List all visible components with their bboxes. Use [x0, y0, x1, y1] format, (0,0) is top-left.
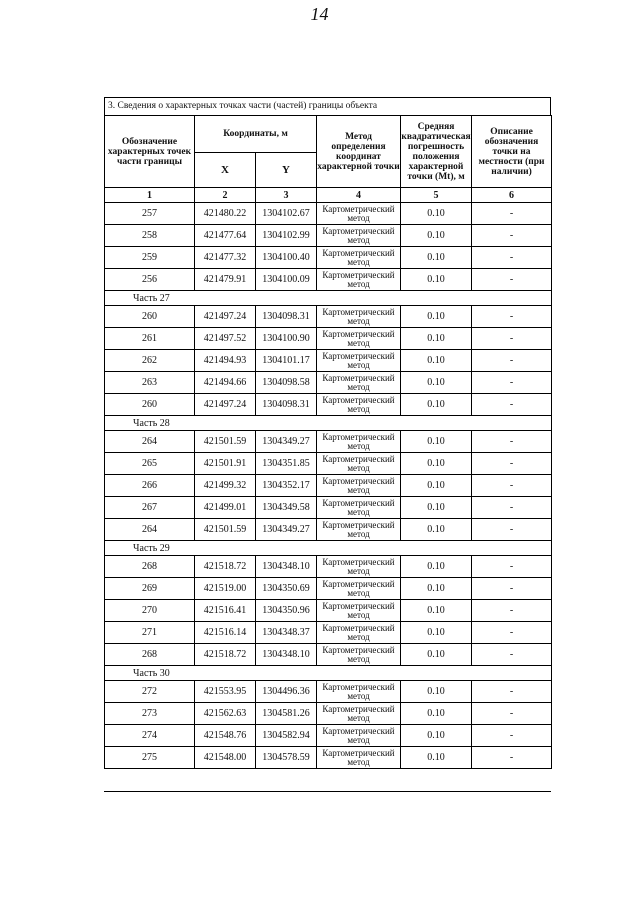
column-number: 1 [105, 188, 195, 203]
table-row [105, 225, 552, 247]
section-title: 3. Сведения о характерных точках части (частей) границы объекта [104, 97, 551, 115]
part-header-row [105, 666, 552, 681]
accuracy-cell: 0.10 [401, 453, 472, 475]
accuracy-cell: 0.10 [401, 497, 472, 519]
column-number: 2 [195, 188, 256, 203]
description-cell: - [472, 453, 552, 475]
column-number: 6 [472, 188, 552, 203]
accuracy-cell: 0.10 [401, 475, 472, 497]
table-row [105, 578, 552, 600]
table-row [105, 703, 552, 725]
accuracy-cell: 0.10 [401, 578, 472, 600]
method-cell: Картометрический метод [317, 306, 401, 328]
y-coordinate-cell: 1304102.67 [256, 203, 317, 225]
y-coordinate-cell: 1304352.17 [256, 475, 317, 497]
points-table [104, 115, 552, 769]
method-cell: Картометрический метод [317, 556, 401, 578]
method-cell: Картометрический метод [317, 431, 401, 453]
table-row [105, 725, 552, 747]
x-coordinate-cell: 421497.24 [195, 306, 256, 328]
point-id-cell: 269 [105, 578, 195, 600]
column-number: 4 [317, 188, 401, 203]
x-coordinate-cell: 421497.24 [195, 394, 256, 416]
table-row [105, 453, 552, 475]
y-coordinate-cell: 1304496.36 [256, 681, 317, 703]
table-row [105, 203, 552, 225]
table-row [105, 247, 552, 269]
point-id-cell: 268 [105, 556, 195, 578]
method-cell: Картометрический метод [317, 203, 401, 225]
y-coordinate-cell: 1304581.26 [256, 703, 317, 725]
accuracy-cell: 0.10 [401, 622, 472, 644]
point-id-cell: 260 [105, 394, 195, 416]
accuracy-cell: 0.10 [401, 328, 472, 350]
point-id-cell: 257 [105, 203, 195, 225]
y-coordinate-cell: 1304100.90 [256, 328, 317, 350]
table-row [105, 394, 552, 416]
point-id-cell: 275 [105, 747, 195, 769]
accuracy-cell: 0.10 [401, 747, 472, 769]
table-body [105, 203, 552, 769]
x-coordinate-cell: 421501.59 [195, 431, 256, 453]
method-cell: Картометрический метод [317, 475, 401, 497]
table-row [105, 556, 552, 578]
accuracy-cell: 0.10 [401, 269, 472, 291]
point-id-cell: 259 [105, 247, 195, 269]
x-coordinate-cell: 421477.32 [195, 247, 256, 269]
method-cell: Картометрический метод [317, 600, 401, 622]
table-row [105, 328, 552, 350]
description-cell: - [472, 747, 552, 769]
accuracy-cell: 0.10 [401, 644, 472, 666]
x-coordinate-cell: 421516.14 [195, 622, 256, 644]
part-header-row [105, 291, 552, 306]
header-method: Метод определения координат характерной точки [317, 116, 401, 188]
y-coordinate-cell: 1304350.96 [256, 600, 317, 622]
description-cell: - [472, 225, 552, 247]
y-coordinate-cell: 1304101.17 [256, 350, 317, 372]
method-cell: Картометрический метод [317, 622, 401, 644]
table-row [105, 306, 552, 328]
description-cell: - [472, 350, 552, 372]
y-coordinate-cell: 1304349.27 [256, 431, 317, 453]
point-id-cell: 260 [105, 306, 195, 328]
point-id-cell: 263 [105, 372, 195, 394]
method-cell: Картометрический метод [317, 747, 401, 769]
x-coordinate-cell: 421480.22 [195, 203, 256, 225]
point-id-cell: 262 [105, 350, 195, 372]
y-coordinate-cell: 1304102.99 [256, 225, 317, 247]
x-coordinate-cell: 421494.66 [195, 372, 256, 394]
x-coordinate-cell: 421479.91 [195, 269, 256, 291]
point-id-cell: 265 [105, 453, 195, 475]
column-number: 3 [256, 188, 317, 203]
description-cell: - [472, 394, 552, 416]
part-header-row [105, 541, 552, 556]
table-row [105, 600, 552, 622]
method-cell: Картометрический метод [317, 681, 401, 703]
description-cell: - [472, 556, 552, 578]
y-coordinate-cell: 1304582.94 [256, 725, 317, 747]
description-cell: - [472, 306, 552, 328]
accuracy-cell: 0.10 [401, 556, 472, 578]
description-cell: - [472, 622, 552, 644]
description-cell: - [472, 497, 552, 519]
description-cell: - [472, 578, 552, 600]
accuracy-cell: 0.10 [401, 225, 472, 247]
description-cell: - [472, 681, 552, 703]
method-cell: Картометрический метод [317, 453, 401, 475]
x-coordinate-cell: 421477.64 [195, 225, 256, 247]
description-cell: - [472, 247, 552, 269]
method-cell: Картометрический метод [317, 350, 401, 372]
part-label: Часть 30 [105, 666, 552, 681]
point-id-cell: 261 [105, 328, 195, 350]
method-cell: Картометрический метод [317, 497, 401, 519]
method-cell: Картометрический метод [317, 372, 401, 394]
point-id-cell: 256 [105, 269, 195, 291]
description-cell: - [472, 431, 552, 453]
description-cell: - [472, 475, 552, 497]
part-header-row [105, 416, 552, 431]
table-row [105, 519, 552, 541]
table-row [105, 475, 552, 497]
table-row [105, 747, 552, 769]
header-accuracy: Средняя квадратическая погрешность положения характерной точки (Mt), м [401, 116, 472, 188]
accuracy-cell: 0.10 [401, 394, 472, 416]
accuracy-cell: 0.10 [401, 681, 472, 703]
point-id-cell: 264 [105, 431, 195, 453]
method-cell: Картометрический метод [317, 225, 401, 247]
table-row [105, 681, 552, 703]
y-coordinate-cell: 1304100.40 [256, 247, 317, 269]
y-coordinate-cell: 1304351.85 [256, 453, 317, 475]
description-cell: - [472, 703, 552, 725]
x-coordinate-cell: 421553.95 [195, 681, 256, 703]
y-coordinate-cell: 1304578.59 [256, 747, 317, 769]
y-coordinate-cell: 1304348.10 [256, 644, 317, 666]
y-coordinate-cell: 1304100.09 [256, 269, 317, 291]
x-coordinate-cell: 421501.59 [195, 519, 256, 541]
method-cell: Картометрический метод [317, 519, 401, 541]
header-description: Описание обозначения точки на местности (при наличии) [472, 116, 552, 188]
accuracy-cell: 0.10 [401, 203, 472, 225]
point-id-cell: 264 [105, 519, 195, 541]
point-id-cell: 267 [105, 497, 195, 519]
table-row [105, 269, 552, 291]
table-row [105, 622, 552, 644]
header-y: Y [256, 153, 317, 188]
bottom-rule [104, 791, 551, 792]
coordinates-sheet [104, 97, 551, 769]
method-cell: Картометрический метод [317, 578, 401, 600]
y-coordinate-cell: 1304098.31 [256, 394, 317, 416]
table-row [105, 350, 552, 372]
part-label: Часть 28 [105, 416, 552, 431]
table-row [105, 372, 552, 394]
point-id-cell: 272 [105, 681, 195, 703]
column-numbers-row [105, 188, 552, 203]
method-cell: Картометрический метод [317, 703, 401, 725]
point-id-cell: 258 [105, 225, 195, 247]
description-cell: - [472, 269, 552, 291]
x-coordinate-cell: 421501.91 [195, 453, 256, 475]
x-coordinate-cell: 421494.93 [195, 350, 256, 372]
page-number: 14 [310, 4, 329, 24]
accuracy-cell: 0.10 [401, 519, 472, 541]
x-coordinate-cell: 421516.41 [195, 600, 256, 622]
accuracy-cell: 0.10 [401, 600, 472, 622]
header-x: X [195, 153, 256, 188]
point-id-cell: 271 [105, 622, 195, 644]
y-coordinate-cell: 1304098.58 [256, 372, 317, 394]
part-label: Часть 29 [105, 541, 552, 556]
method-cell: Картометрический метод [317, 328, 401, 350]
point-id-cell: 270 [105, 600, 195, 622]
method-cell: Картометрический метод [317, 247, 401, 269]
y-coordinate-cell: 1304098.31 [256, 306, 317, 328]
description-cell: - [472, 203, 552, 225]
table-row [105, 431, 552, 453]
table-header [105, 116, 552, 203]
y-coordinate-cell: 1304348.10 [256, 556, 317, 578]
description-cell: - [472, 328, 552, 350]
method-cell: Картометрический метод [317, 644, 401, 666]
method-cell: Картометрический метод [317, 394, 401, 416]
x-coordinate-cell: 421518.72 [195, 556, 256, 578]
description-cell: - [472, 725, 552, 747]
header-coordinates: Координаты, м [195, 116, 317, 153]
part-label: Часть 27 [105, 291, 552, 306]
method-cell: Картометрический метод [317, 725, 401, 747]
y-coordinate-cell: 1304350.69 [256, 578, 317, 600]
x-coordinate-cell: 421497.52 [195, 328, 256, 350]
header-point-id: Обозначение характерных точек части границы [105, 116, 195, 188]
y-coordinate-cell: 1304348.37 [256, 622, 317, 644]
accuracy-cell: 0.10 [401, 306, 472, 328]
accuracy-cell: 0.10 [401, 350, 472, 372]
accuracy-cell: 0.10 [401, 725, 472, 747]
x-coordinate-cell: 421499.32 [195, 475, 256, 497]
x-coordinate-cell: 421499.01 [195, 497, 256, 519]
x-coordinate-cell: 421518.72 [195, 644, 256, 666]
description-cell: - [472, 644, 552, 666]
x-coordinate-cell: 421519.00 [195, 578, 256, 600]
point-id-cell: 266 [105, 475, 195, 497]
table-row [105, 644, 552, 666]
accuracy-cell: 0.10 [401, 247, 472, 269]
y-coordinate-cell: 1304349.58 [256, 497, 317, 519]
x-coordinate-cell: 421548.00 [195, 747, 256, 769]
description-cell: - [472, 372, 552, 394]
method-cell: Картометрический метод [317, 269, 401, 291]
y-coordinate-cell: 1304349.27 [256, 519, 317, 541]
point-id-cell: 273 [105, 703, 195, 725]
column-number: 5 [401, 188, 472, 203]
description-cell: - [472, 519, 552, 541]
point-id-cell: 274 [105, 725, 195, 747]
accuracy-cell: 0.10 [401, 372, 472, 394]
accuracy-cell: 0.10 [401, 431, 472, 453]
x-coordinate-cell: 421562.63 [195, 703, 256, 725]
table-row [105, 497, 552, 519]
accuracy-cell: 0.10 [401, 703, 472, 725]
x-coordinate-cell: 421548.76 [195, 725, 256, 747]
description-cell: - [472, 600, 552, 622]
point-id-cell: 268 [105, 644, 195, 666]
